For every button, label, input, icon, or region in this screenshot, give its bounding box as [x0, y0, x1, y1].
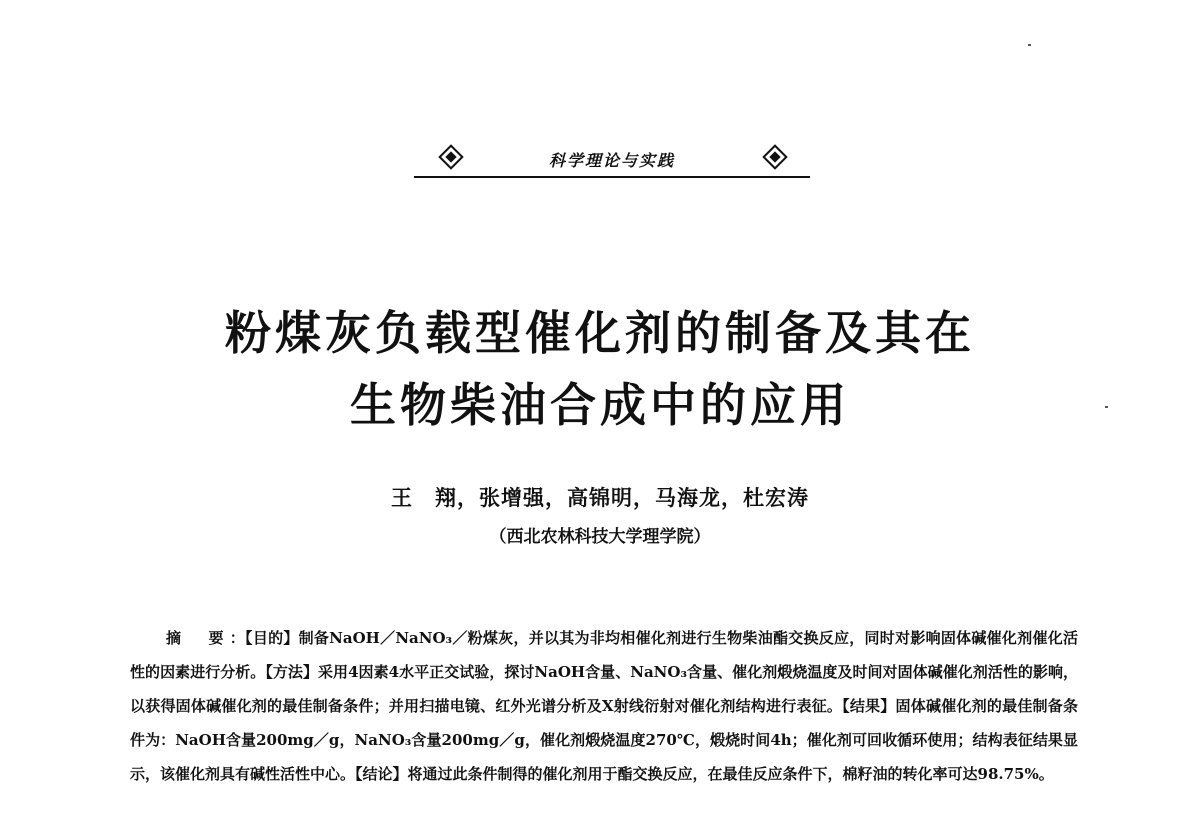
author-list: 王 翔，张增强，高锦明，马海龙，杜宏涛: [391, 485, 809, 510]
affiliation: （西北农林科技大学理学院）: [489, 527, 711, 547]
paper-title-line-2: 生物柴油合成中的应用: [350, 378, 850, 432]
abstract: [130, 621, 1078, 791]
scan-speck: [1028, 44, 1031, 46]
abstract-label: 摘 要: [166, 629, 230, 647]
paper-title-line-1: 粉煤灰负载型催化剂的制备及其在: [225, 306, 975, 360]
section-header: [414, 140, 810, 178]
section-title: 科学理论与实践: [548, 151, 675, 170]
abstract-text: ：【目的】制备NaOH／NaNO₃／粉煤灰，并以其为非均相催化剂进行生物柴油酯交换反应，同时对影响固体碱催化剂催化活性的因素进行分析。【方法】采用4因素4水平正交试验，探讨NaOH含量、NaNO₃含量、催化剂煅烧温度及时间对固体碱催化剂活性的影响，以获得固体碱催化剂的最佳制备条件；并用扫描电镜、红外光谱分析及X射线衍射对催化剂结构进行表征。【结果】固体碱催化剂的最佳制备条件为：NaOH含量200mg／g，NaNO₃含量200mg／g，催化剂煅烧温度270℃，煅烧时间4h；催化剂可回收循环使用；结构表征结果显示，该催化剂具有碱性活性中心。【结论】将通过此条件制得的催化剂用于酯交换反应，在最佳反应条件下，棉籽油的转化率可达98.75%。: [130, 629, 1078, 783]
scan-speck: [1105, 406, 1108, 408]
